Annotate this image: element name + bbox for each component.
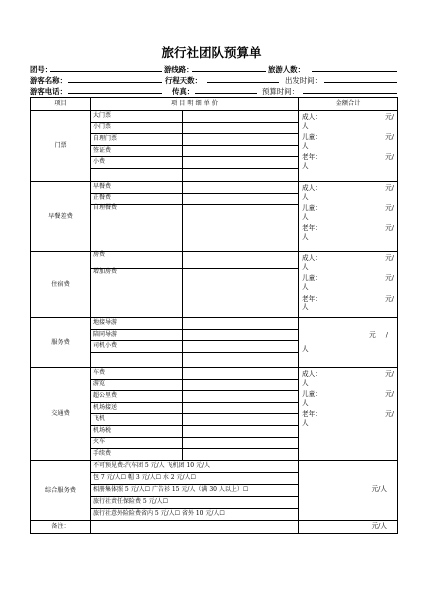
depart-time-field[interactable] [324,82,397,83]
depart-time-label: 出发时间： [285,76,322,85]
ticket-label: 门票 [31,111,91,182]
service-label: 服务费 [31,318,91,368]
detail-value[interactable] [182,111,298,122]
remark-label: 备注： [31,520,91,533]
budget-time-field[interactable] [303,93,397,94]
remark-row [31,520,398,533]
ticket-section [31,111,398,182]
detail-value[interactable] [182,252,298,269]
guest-name-field[interactable] [68,82,162,83]
detail-item: 房费 [91,252,182,269]
detail-item: 早餐费 [91,182,182,193]
misc-item[interactable]: 旅行社责任保险费 5 元/人☐ [91,496,298,508]
detail-value[interactable] [182,341,298,353]
transport-label: 交通费 [31,367,91,460]
misc-item[interactable]: 包 7 元/人☐ 帽 3 元/人☐ 水 2 元/人☐ [91,472,298,484]
misc-label: 综合服务费 [31,460,91,520]
guest-name-label: 游客名称： [30,76,67,85]
detail-item: 手续费 [91,449,182,460]
tourist-count-label: 旅游人数： [268,65,305,74]
table-header-row [31,98,398,111]
detail-value[interactable] [182,134,298,146]
detail-value[interactable] [182,145,298,157]
transport-amount[interactable]: 成人： 元/ 人 儿童： 元/ 人 老年： 元/ 人 [299,367,398,460]
fax-label: 传真： [172,87,195,96]
detail-item: 车费 [91,368,182,379]
detail-value[interactable] [182,168,298,181]
col-detail: 项 目 明 细 单 价 [91,98,299,111]
detail-item: 大门票 [91,111,182,122]
detail-item: 火车 [91,437,182,449]
detail-item: 签证费 [91,145,182,157]
misc-item[interactable]: 旅行社意外险险费省内 5 元/人☐ 省外 10 元/人☐ [93,509,225,517]
guest-phone-field[interactable] [68,93,162,94]
detail-value[interactable] [182,193,298,205]
detail-item: 自理门票 [91,134,182,146]
ticket-amount[interactable]: 成人： 元/ 人 儿童： 元/ 人 老年： 元/ 人 [299,111,398,182]
ticket-details [91,111,299,182]
lodging-label: 住宿费 [31,252,91,318]
detail-value[interactable] [182,391,298,403]
detail-value[interactable] [182,368,298,379]
detail-value[interactable] [182,269,298,318]
transport-details [91,367,299,460]
col-item: 项目 [31,98,91,111]
detail-item: 增加房费 [91,269,182,318]
col-total: 金额合计 [299,98,398,111]
detail-value[interactable] [182,157,298,169]
misc-section [31,460,398,520]
misc-item[interactable]: 相册集体照 5 元/人☐ 广告衫 15 元/人（满 30 人以上）☐ [91,484,298,496]
remark-field[interactable] [91,520,299,533]
misc-details [91,460,299,520]
meal-details [91,181,299,251]
detail-item: 游览 [91,379,182,391]
detail-item: 陪同导游 [91,329,182,341]
lodging-details [91,252,299,318]
service-section [31,318,398,368]
lodging-amount[interactable]: 成人： 元/ 人 儿童： 元/ 人 老年： 元/ 人 [299,252,398,318]
detail-item: 机场税 [91,425,182,437]
detail-item: 地接导游 [91,318,182,329]
days-label: 行程天数： [165,76,202,85]
detail-value[interactable] [182,205,298,252]
misc-amount[interactable]: 元/人 [299,460,398,520]
detail-value[interactable] [182,449,298,460]
guest-phone-label: 游客电话： [30,87,67,96]
detail-value[interactable] [182,329,298,341]
detail-item: 正餐费 [91,193,182,205]
detail-item: 司机小费 [91,341,182,353]
detail-item: 小门票 [91,122,182,134]
detail-value[interactable] [182,437,298,449]
detail-value[interactable] [182,414,298,426]
route-label: 游线路： [164,65,194,74]
detail-value[interactable] [182,318,298,329]
detail-value[interactable] [182,425,298,437]
tour-no-label: 团号： [30,65,53,74]
detail-item: 小费 [91,157,182,169]
detail-item: 自理餐费 [91,205,182,252]
service-amount[interactable]: 元 / 人 [299,318,398,368]
misc-item[interactable]: 不可预见费:汽车团 5 元/人 飞机团 10 元/人 [91,461,298,473]
days-field[interactable] [207,82,279,83]
detail-item: 飞机 [91,414,182,426]
remark-amount[interactable]: 元/人 [299,520,398,533]
transport-section [31,367,398,460]
fax-field[interactable] [195,93,257,94]
detail-value[interactable] [182,122,298,134]
meal-section [31,181,398,251]
detail-item: 超公里费 [91,391,182,403]
detail-item: 机场接送 [91,402,182,414]
detail-value[interactable] [182,379,298,391]
service-details [91,318,299,368]
tourist-count-field[interactable] [312,71,397,72]
detail-value[interactable] [182,402,298,414]
detail-value[interactable] [182,182,298,193]
route-field[interactable] [192,71,266,72]
budget-table [30,97,398,534]
detail-value[interactable] [182,352,298,367]
lodging-section [31,252,398,318]
meal-amount[interactable]: 成人： 元/ 人 儿童： 元/ 人 老年： 元/ 人 [299,181,398,251]
meal-label: 早餐差费 [31,181,91,251]
tour-no-field[interactable] [50,71,162,72]
budget-time-label: 预算时间： [262,87,299,96]
form-title: 旅行社团队预算单 [161,45,262,60]
